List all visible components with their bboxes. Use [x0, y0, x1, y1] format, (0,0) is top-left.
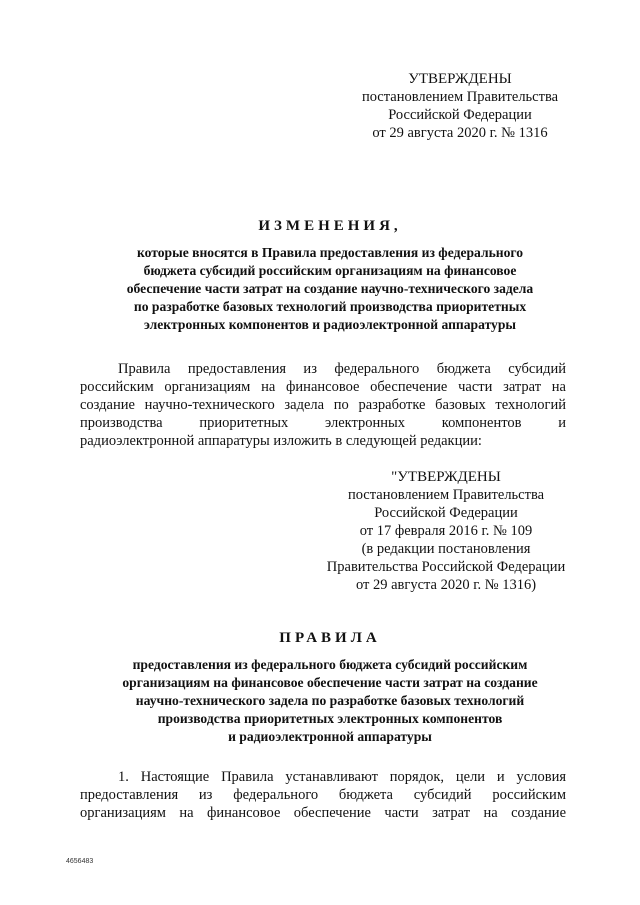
approval-line: (в редакции постановления [361, 541, 531, 557]
approval-line: Российской Федерации [388, 107, 532, 123]
changes-subtitle [80, 244, 580, 334]
subtitle-line: электронных компонентов и радиоэлектронной аппаратуры [143, 317, 517, 332]
changes-heading: ИЗМЕНЕНИЯ, [258, 218, 402, 234]
paragraph-line: российским организациям на финансовое обеспечение части затрат на [80, 379, 566, 395]
paragraph-line: создание научно-технического задела по разработке базовых технологий [80, 397, 566, 413]
paragraph-line: радиоэлектронной аппаратуры изложить в следующей редакции: [80, 433, 482, 449]
paragraph-line: Правила предоставления из федерального бюджета субсидий [118, 361, 566, 377]
subtitle-line: которые вносятся в Правила предоставления из федерального [136, 245, 524, 260]
subtitle-line: предоставления из федерального бюджета субсидий российским [132, 657, 528, 672]
paragraph-line: организациям на финансовое обеспечение части затрат на создание [80, 805, 566, 821]
subtitle-line: организациям на финансовое обеспечение части затрат на создание [122, 675, 538, 690]
approval-line: Российской Федерации [374, 505, 518, 521]
approval-date: от 29 августа 2020 г. № 1316 [372, 125, 548, 141]
approval-date: от 29 августа 2020 г. № 1316) [355, 577, 537, 593]
subtitle-line: бюджета субсидий российским организациям на финансовое [143, 263, 517, 278]
subtitle-line: и радиоэлектронной аппаратуры [228, 729, 432, 744]
intro-paragraph [80, 360, 566, 450]
subtitle-line: производства приоритетных электронных компонентов [157, 711, 503, 726]
paragraph-line: предоставления из федерального бюджета субсидий российским [80, 787, 566, 803]
approval-block-inner [296, 468, 596, 594]
paragraph-line: производства приоритетных электронных компонентов и [80, 415, 566, 431]
approval-line: постановлением Правительства [347, 487, 545, 503]
document-code: 4656483 [66, 858, 94, 865]
approval-date: от 17 февраля 2016 г. № 109 [359, 523, 533, 539]
approval-block-top [330, 70, 590, 142]
rules-subtitle [80, 656, 580, 746]
rules-paragraph-one [80, 768, 566, 822]
approval-line: постановлением Правительства [361, 89, 559, 105]
approval-title: "УТВЕРЖДЕНЫ [391, 469, 501, 485]
approval-line: Правительства Российской Федерации [326, 559, 566, 575]
approval-title: УТВЕРЖДЕНЫ [408, 71, 512, 87]
subtitle-line: обеспечение части затрат на создание научно-технического задела [126, 281, 534, 296]
subtitle-line: научно-технического задела по разработке базовых технологий [135, 693, 525, 708]
paragraph-line: 1. Настоящие Правила устанавливают порядок, цели и условия [118, 769, 566, 785]
subtitle-line: по разработке базовых технологий производства приоритетных [133, 299, 527, 314]
rules-heading: ПРАВИЛА [279, 630, 381, 646]
